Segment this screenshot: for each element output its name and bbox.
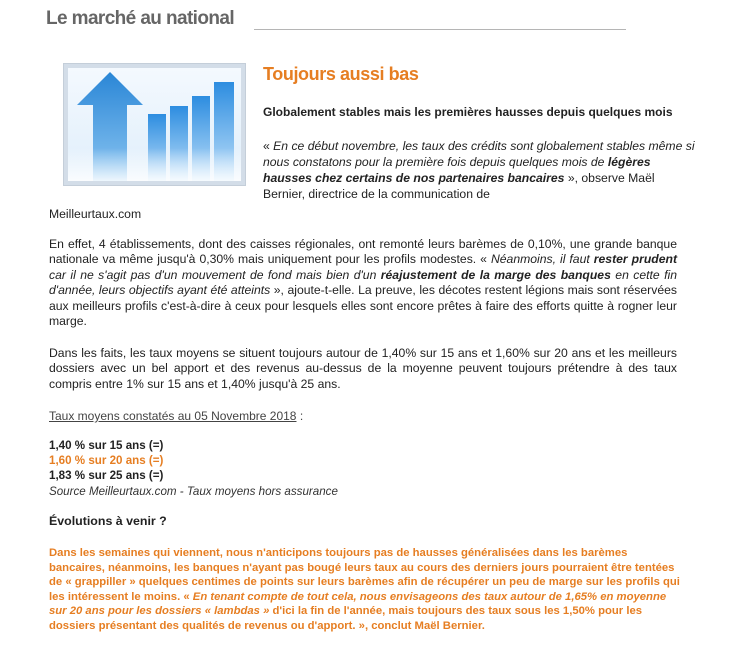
paragraph-1-bold: réajustement de la marge des banques	[380, 267, 611, 282]
quote-open: «	[263, 139, 274, 153]
evolutions-text: d'ici la fin de l'année, mais toujours des taux sous les 1,50% pour les dossiers présentant des qualités de revenus ou d'apport. », conclut Maël Bernier.	[49, 605, 643, 632]
evolutions-paragraph	[49, 546, 681, 634]
article-title: Toujours aussi bas	[263, 64, 419, 84]
section-title-underline	[254, 29, 626, 30]
quote-bold: légères hausses chez certains de nos partenaires bancaires	[263, 155, 651, 185]
rates-source: Source Meilleurtaux.com - Taux moyens hors assurance	[49, 484, 338, 498]
hero-image	[63, 63, 246, 186]
paragraph-1-italic: en cette fin d'année, leurs objectifs ayant été atteints	[49, 267, 677, 298]
rates-heading-suffix: :	[296, 409, 304, 423]
article-quote	[263, 138, 695, 202]
evolutions-text: Dans les semaines qui viennent, nous n'anticipons toujours pas de hausses généralisées dans les barèmes bancaires, néanmoins, les banques n'ayant pas bougé leurs taux au cours des derniers jours pourraient être tentées de « grappiller » quelques centimes de points sur leurs barèmes afin de récupérer un peu de marge sur les profils qui les intéressent le moins. «	[49, 547, 680, 603]
rates-heading	[49, 409, 303, 423]
quote-italic: En ce début novembre, les taux des crédits sont globalement stables même si nous constatons pour la première fois depuis quelques mois de	[263, 139, 695, 169]
rates-list	[49, 438, 338, 499]
quote-attribution: observe Maël Bernier, directrice de la communication de	[263, 171, 655, 201]
evolutions-heading: Évolutions à venir ?	[49, 514, 167, 528]
section-title: Le marché au national	[46, 8, 235, 29]
rate-line-20-ans: 1,60 % sur 20 ans (=)	[49, 454, 164, 468]
paragraph-1-text: », ajoute-t-elle. La preuve, les décotes restent légions mais sont réservées aux meilleurs profils c'est-à-dire à ceux pour lesquels elles sont encore prêtes à faire des efforts quitte à rogner leur marge.	[49, 283, 677, 329]
paragraph-1-italic: Néanmoins, il faut	[490, 252, 594, 267]
article-paragraph-1	[49, 237, 677, 329]
quote-close: »,	[564, 171, 582, 185]
evolutions-italic: En tenant compte de tout cela, nous envisageons des taux autour de 1,65% en moyenne sur 20 ans pour les dossiers « lambdas »	[49, 590, 667, 618]
rate-line-25-ans: 1,83 % sur 25 ans (=)	[49, 469, 164, 483]
paragraph-1-bold: rester prudent	[593, 252, 678, 267]
rising-bars-illustration	[68, 68, 241, 181]
rates-heading-text: Taux moyens constatés au 05 Novembre 2018	[49, 409, 297, 423]
quote-source-domain: Meilleurtaux.com	[49, 207, 142, 221]
article-paragraph-2: Dans les faits, les taux moyens se situent toujours autour de 1,40% sur 15 ans et 1,60% sur 20 ans et les meilleurs dossiers avec un bel apport et des revenus au-dessus de la moyenne peuvent toujours prétendre à des taux compris entre 1% sur 15 ans et 1,40% jusqu'à 25 ans.	[49, 346, 677, 391]
article-lead: Globalement stables mais les premières hausses depuis quelques mois	[263, 105, 673, 119]
paragraph-1-text: En effet, 4 établissements, dont des caisses régionales, ont remonté leurs barèmes de 0,10%, une grande banque nationale va même jusqu'à 0,30% mais uniquement pour les profils modestes. «	[49, 237, 677, 267]
paragraph-1-italic: car il ne s'agit pas d'un mouvement de fond mais bien d'un	[49, 267, 381, 282]
rate-line-15-ans: 1,40 % sur 15 ans (=)	[49, 439, 164, 452]
